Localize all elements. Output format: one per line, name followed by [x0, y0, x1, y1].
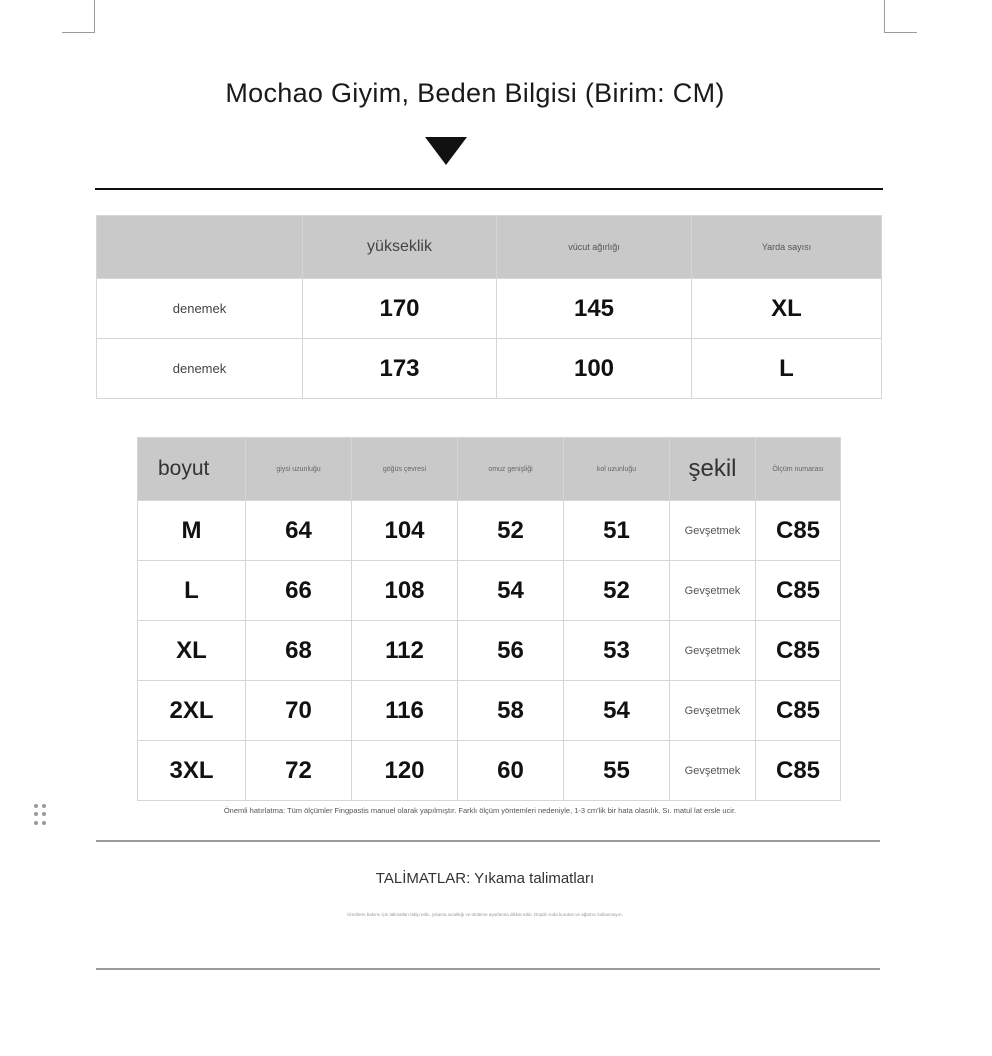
crop-mark-top-right — [884, 0, 917, 33]
header-weight: vücut ağırlığı — [497, 216, 692, 279]
length-cell: 66 — [246, 561, 352, 621]
divider-top — [95, 188, 883, 190]
sleeve-cell: 51 — [564, 501, 670, 561]
shoulder-cell: 58 — [458, 681, 564, 741]
sleeve-cell: 54 — [564, 681, 670, 741]
header-length: giysi uzunluğu — [246, 438, 352, 501]
size-cell: 3XL — [138, 741, 246, 801]
header-shoulder: omuz genişliği — [458, 438, 564, 501]
header-height: yükseklik — [303, 216, 497, 279]
drag-handle-icon[interactable] — [34, 804, 46, 826]
model-info-table — [96, 215, 882, 399]
row-label: denemek — [97, 339, 303, 399]
down-arrow-icon — [425, 137, 467, 165]
row-label: denemek — [97, 279, 303, 339]
shoulder-cell: 56 — [458, 621, 564, 681]
sleeve-cell: 52 — [564, 561, 670, 621]
chest-cell: 120 — [352, 741, 458, 801]
crop-mark-top-left — [62, 0, 95, 33]
measure-cell: C85 — [756, 621, 841, 681]
size-cell: L — [138, 561, 246, 621]
header-chest: göğüs çevresi — [352, 438, 458, 501]
shoulder-cell: 52 — [458, 501, 564, 561]
shoulder-cell: 60 — [458, 741, 564, 801]
length-cell: 68 — [246, 621, 352, 681]
divider-bottom — [96, 968, 880, 970]
shape-cell: Gevşetmek — [670, 741, 756, 801]
chest-cell: 108 — [352, 561, 458, 621]
table-header-row — [97, 216, 882, 279]
length-cell: 72 — [246, 741, 352, 801]
table-row — [97, 279, 882, 339]
size-cell: XL — [138, 621, 246, 681]
measure-cell: C85 — [756, 681, 841, 741]
header-size: boyut — [138, 438, 246, 501]
header-sleeve: kol uzunluğu — [564, 438, 670, 501]
page-title: Mochao Giyim, Beden Bilgisi (Birim: CM) — [225, 78, 725, 108]
header-size-count: Yarda sayısı — [692, 216, 882, 279]
height-value: 173 — [303, 339, 497, 399]
table-row — [138, 741, 841, 801]
table-row — [97, 339, 882, 399]
size-chart-table — [137, 437, 841, 801]
table-header-row — [138, 438, 841, 501]
shape-cell: Gevşetmek — [670, 621, 756, 681]
measure-cell: C85 — [756, 741, 841, 801]
header-measure-no: Ölçüm numarası — [756, 438, 841, 501]
shape-cell: Gevşetmek — [670, 561, 756, 621]
chest-cell: 116 — [352, 681, 458, 741]
weight-value: 145 — [497, 279, 692, 339]
chest-cell: 104 — [352, 501, 458, 561]
size-value: L — [692, 339, 882, 399]
header-shape: şekil — [670, 438, 756, 501]
measurement-note: Önemli hatırlatma: Tüm ölçümler Fingpastis manuel olarak yapılmıştır. Farklı ölçüm yöntemleri nedeniyle, 1-3 cm'lik bir hata olasılık. Sı. matul lat ersle ucir. — [223, 806, 737, 815]
instructions-title: TALİMATLAR: Yıkama talimatları — [375, 870, 595, 887]
size-cell: 2XL — [138, 681, 246, 741]
divider-middle — [96, 840, 880, 842]
instructions-body: Ürünlerin bakımı için talimatları takip edin, yıkama sıcaklığı ve ütüleme ayarlarına dikkat edin. Düşük ısıda kurutun ve ağartıcı kullanmayın. — [347, 912, 623, 917]
sleeve-cell: 53 — [564, 621, 670, 681]
shape-cell: Gevşetmek — [670, 681, 756, 741]
weight-value: 100 — [497, 339, 692, 399]
size-value: XL — [692, 279, 882, 339]
length-cell: 70 — [246, 681, 352, 741]
table-row — [138, 561, 841, 621]
size-cell: M — [138, 501, 246, 561]
table-row — [138, 681, 841, 741]
table-row — [138, 501, 841, 561]
shoulder-cell: 54 — [458, 561, 564, 621]
height-value: 170 — [303, 279, 497, 339]
sleeve-cell: 55 — [564, 741, 670, 801]
measure-cell: C85 — [756, 561, 841, 621]
table-row — [138, 621, 841, 681]
chest-cell: 112 — [352, 621, 458, 681]
header-cell-empty — [97, 216, 303, 279]
shape-cell: Gevşetmek — [670, 501, 756, 561]
length-cell: 64 — [246, 501, 352, 561]
measure-cell: C85 — [756, 501, 841, 561]
